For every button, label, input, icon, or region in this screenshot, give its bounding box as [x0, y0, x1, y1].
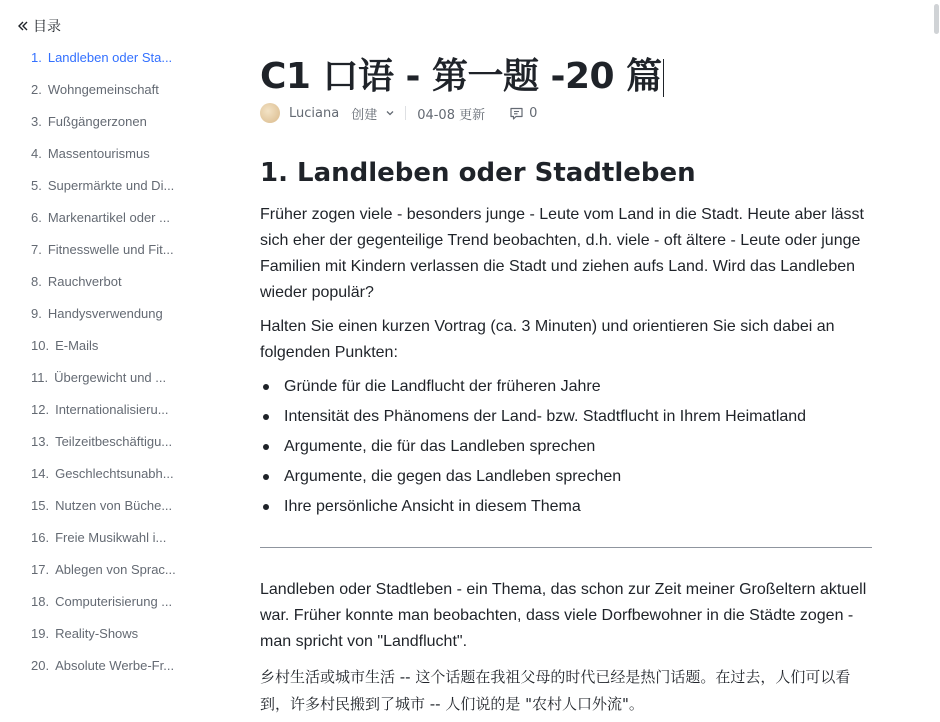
- toc-item-label: Wohngemeinschaft: [47, 82, 159, 97]
- toc-item[interactable]: [31, 330, 191, 362]
- toc-item-number: 4.: [31, 146, 42, 161]
- toc-item-number: 20.: [31, 658, 50, 673]
- paragraph-intro: Früher zogen viele - besonders junge - Leute vom Land in die Stadt. Heute aber lässt sich eher der gegenteilige Trend beobachten, d.h. viele - oft ältere - Leute oder junge Familien mit Kindern verlassen die Stadt und ziehen aufs Land. Wird das Landleben wieder populär?: [260, 206, 864, 301]
- bullet-item: Argumente, die gegen das Landleben sprechen: [260, 462, 806, 492]
- toc-item[interactable]: [31, 426, 191, 458]
- bullet-item: Argumente, die für das Landleben sprechen: [260, 432, 806, 462]
- toc-item[interactable]: [31, 394, 191, 426]
- toc-item-label: Handysverwendung: [47, 306, 163, 321]
- toc-item-number: 12.: [31, 402, 50, 417]
- author-name[interactable]: Luciana: [289, 105, 340, 121]
- document-meta: [260, 103, 537, 123]
- toc-item[interactable]: [31, 106, 191, 138]
- toc-item[interactable]: [31, 554, 191, 586]
- paragraph-german: Landleben oder Stadtleben - ein Thema, das schon zur Zeit meiner Großeltern aktuell war. Früher konnte man beobachten, dass viele Dorfbewohner in die Städte zogen - man spricht von "Landflucht".: [260, 581, 867, 650]
- created-label: 创建: [351, 107, 378, 123]
- toc-item[interactable]: [31, 586, 191, 618]
- toc-item-number: 15.: [31, 498, 50, 513]
- toc-item[interactable]: [31, 650, 191, 682]
- bullet-list: [260, 372, 806, 522]
- toc-item-number: 18.: [31, 594, 50, 609]
- toc-item-label: E-Mails: [55, 338, 99, 353]
- toc-collapse-toggle[interactable]: [17, 16, 61, 36]
- toc-item[interactable]: [31, 234, 191, 266]
- toc-item-label: Geschlechtsunabh...: [55, 466, 174, 481]
- toc-item-number: 8.: [31, 274, 42, 289]
- toc-title: 目录: [33, 19, 61, 35]
- toc-item-number: 1.: [31, 50, 42, 65]
- toc-item-label: Fitnesswelle und Fit...: [47, 242, 174, 257]
- toc-item-number: 13.: [31, 434, 50, 449]
- toc-item[interactable]: [31, 618, 191, 650]
- toc-item-number: 5.: [31, 178, 42, 193]
- toc-item-number: 6.: [31, 210, 42, 225]
- toc-item-label: Übergewicht und ...: [54, 370, 167, 385]
- toc-item-label: Markenartikel oder ...: [47, 210, 170, 225]
- paragraph-task: Halten Sie einen kurzen Vortrag (ca. 3 Minuten) und orientieren Sie sich dabei an folgenden Punkten:: [260, 318, 835, 361]
- toc-item-number: 3.: [31, 114, 42, 129]
- document-title[interactable]: [260, 48, 664, 99]
- meta-divider: [405, 106, 406, 120]
- toc-item[interactable]: [31, 298, 191, 330]
- toc-item-label: Freie Musikwahl i...: [55, 530, 167, 545]
- section-heading: 1. Landleben oder Stadtleben: [260, 158, 696, 188]
- comment-icon: [509, 106, 524, 121]
- toc-item-number: 7.: [31, 242, 42, 257]
- comments-button[interactable]: [509, 106, 537, 121]
- updated-label: 04-08 更新: [417, 107, 486, 123]
- toc-item[interactable]: [31, 522, 191, 554]
- toc-item-number: 17.: [31, 562, 50, 577]
- toc-item-label: Nutzen von Büche...: [55, 498, 173, 513]
- toc-item-label: Supermärkte und Di...: [47, 178, 175, 193]
- toc-item-number: 11.: [31, 370, 49, 385]
- toc-item-label: Reality-Shows: [55, 626, 139, 641]
- toc-item-number: 9.: [31, 306, 42, 321]
- bullet-item: Intensität des Phänomens der Land- bzw. Stadtflucht in Ihrem Heimatland: [260, 402, 806, 432]
- toc-item[interactable]: [31, 42, 191, 74]
- toc-item[interactable]: [31, 458, 191, 490]
- document-title-text: C1 口语 - 第一题 -20 篇: [260, 56, 662, 97]
- double-chevron-left-icon: [17, 20, 29, 32]
- text-cursor: [663, 59, 664, 97]
- toc-item-label: Teilzeitbeschäftigu...: [55, 434, 173, 449]
- paragraph-chinese: 乡村生活或城市生活 -- 这个话题在我祖父母的时代已经是热门话题。在过去，人们可以看到，许多村民搬到了城市 -- 人们说的是 "农村人口外流"。: [260, 668, 851, 713]
- toc-list: [31, 42, 191, 682]
- toc-item-label: Rauchverbot: [47, 274, 122, 289]
- toc-item-number: 10.: [31, 338, 50, 353]
- toc-item-number: 14.: [31, 466, 50, 481]
- chevron-down-icon[interactable]: [385, 108, 395, 118]
- toc-item-label: Massentourismus: [47, 146, 150, 161]
- toc-item-label: Ablegen von Sprac...: [55, 562, 176, 577]
- toc-item-number: 16.: [31, 530, 50, 545]
- toc-item[interactable]: [31, 490, 191, 522]
- vertical-scrollbar[interactable]: [932, 0, 940, 722]
- toc-item[interactable]: [31, 138, 191, 170]
- toc-item-label: Computerisierung ...: [55, 594, 173, 609]
- toc-item[interactable]: [31, 266, 191, 298]
- bullet-item: Ihre persönliche Ansicht in diesem Thema: [260, 492, 806, 522]
- toc-item[interactable]: [31, 170, 191, 202]
- bullet-item: Gründe für die Landflucht der früheren Jahre: [260, 372, 806, 402]
- toc-item-number: 2.: [31, 82, 42, 97]
- toc-item-number: 19.: [31, 626, 50, 641]
- scrollbar-thumb[interactable]: [934, 4, 939, 34]
- horizontal-divider: [260, 547, 872, 548]
- toc-item[interactable]: [31, 202, 191, 234]
- author-avatar[interactable]: [260, 103, 280, 123]
- toc-item-label: Fußgängerzonen: [47, 114, 147, 129]
- toc-item[interactable]: [31, 74, 191, 106]
- toc-item-label: Internationalisieru...: [55, 402, 169, 417]
- toc-item-label: Absolute Werbe-Fr...: [55, 658, 175, 673]
- toc-sidebar: [0, 0, 210, 722]
- toc-item[interactable]: [31, 362, 191, 394]
- comment-count: 0: [529, 105, 538, 121]
- toc-item-label: Landleben oder Sta...: [47, 50, 173, 65]
